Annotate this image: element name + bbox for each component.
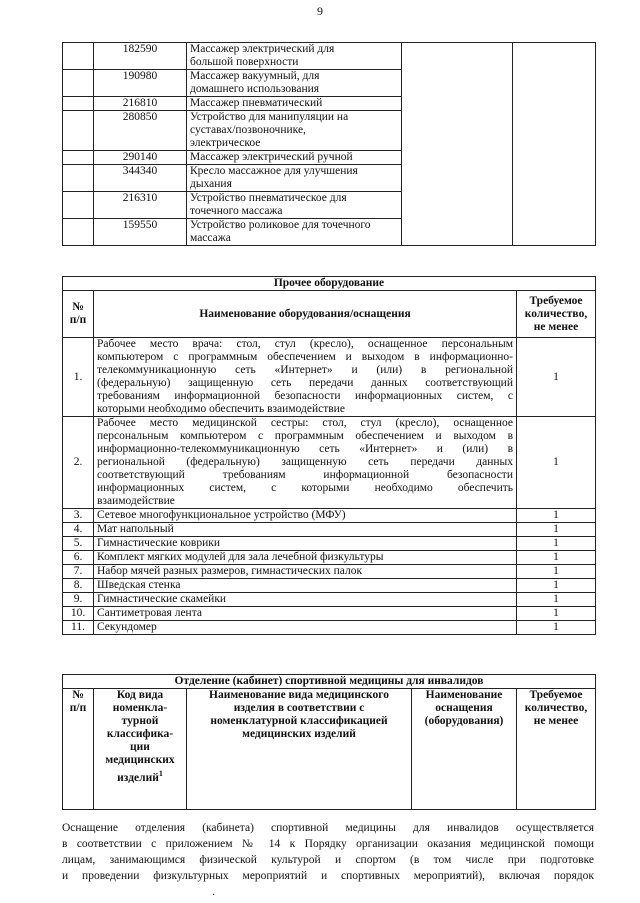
row-number: 8. — [63, 579, 94, 593]
device-name — [187, 70, 402, 97]
device-name-line: Кресло массажное для улучшения — [190, 165, 358, 177]
equipment-name — [94, 565, 517, 579]
row-number: 10. — [63, 607, 94, 621]
equipment-row — [63, 579, 596, 593]
equipment-name-line: Сантиметровая лента — [97, 607, 202, 619]
empty-cell — [63, 151, 94, 165]
empty-cell — [63, 111, 94, 151]
empty-cell — [402, 43, 513, 246]
equipment-name-line: требованиям информационной безопасности информационных систем, с — [97, 390, 513, 402]
footer-mark: · — [212, 890, 216, 901]
equipment-name-line: Мат напольный — [97, 523, 174, 535]
row-number: 11. — [63, 621, 94, 635]
equipment-row — [63, 593, 596, 607]
page-number: 9 — [317, 4, 323, 18]
device-name-line: дыхания — [190, 178, 232, 190]
equipment-row — [63, 338, 596, 417]
equipment-name — [94, 593, 517, 607]
required-quantity: 1 — [517, 537, 596, 551]
col-header-qty: Требуемое количество, не менее — [517, 291, 596, 338]
device-name-line: домашнего использования — [190, 83, 320, 95]
empty-cell — [63, 97, 94, 111]
device-table — [62, 42, 596, 246]
empty-cell — [63, 43, 94, 70]
equipment-row — [63, 565, 596, 579]
required-quantity: 1 — [517, 593, 596, 607]
empty-cell — [513, 43, 596, 246]
equipment-name — [94, 537, 517, 551]
device-code: 159550 — [94, 219, 187, 246]
device-code: 216310 — [94, 192, 187, 219]
required-quantity: 1 — [517, 607, 596, 621]
device-name-line: Массажер вакуумный, для — [190, 70, 320, 82]
device-name-line: Устройство для манипуляции на — [190, 111, 349, 123]
device-name-line: массажа — [190, 232, 231, 244]
equipment-name — [94, 551, 517, 565]
device-code: 190980 — [94, 70, 187, 97]
equipment-name-line: Сетевое многофункциональное устройство (МФУ) — [97, 509, 346, 521]
device-name-line: точечного массажа — [190, 205, 283, 217]
row-number: 6. — [63, 551, 94, 565]
required-quantity: 1 — [517, 621, 596, 635]
equipment-name-line: которыми необходимо обеспечить взаимодействие — [97, 403, 345, 415]
required-quantity: 1 — [517, 417, 596, 509]
col-header-name: Наименование оборудования/оснащения — [94, 291, 517, 338]
sport-header-code — [94, 689, 187, 810]
equipment-name — [94, 509, 517, 523]
row-number: 1. — [63, 338, 94, 417]
row-number: 7. — [63, 565, 94, 579]
note-line: и проведении физкультурных мероприятий и спортивных мероприятий), включая порядок — [62, 870, 594, 882]
equipment-name-line: Комплект мягких модулей для зала лечебной физкультуры — [97, 551, 384, 563]
device-code: 344340 — [94, 165, 187, 192]
equipment-name — [94, 579, 517, 593]
device-name-line: Массажер пневматический — [190, 97, 323, 109]
empty-cell — [63, 219, 94, 246]
equipment-name — [94, 417, 517, 509]
equipment-name-line: телекоммуникационную сеть «Интернет» и (или) в региональной — [97, 364, 513, 376]
sport-header-equip: Наименование оснащения (оборудования) — [412, 689, 517, 810]
footnote-marker: 1 — [158, 769, 163, 778]
note-line: в соответствии с приложением № 14 к Порядку организации оказания медицинской помощи — [62, 838, 594, 850]
equipment-name-line: Гимнастические скамейки — [97, 593, 227, 605]
section-title-sport: Отделение (кабинет) спортивной медицины для инвалидов — [63, 675, 596, 689]
row-number: 9. — [63, 593, 94, 607]
device-name-line: Массажер электрический для — [190, 43, 335, 55]
device-name-line: Устройство пневматическое для — [190, 192, 347, 204]
required-quantity: 1 — [517, 551, 596, 565]
equipment-name — [94, 607, 517, 621]
empty-cell — [63, 70, 94, 97]
device-name-line: Массажер электрический ручной — [190, 151, 353, 163]
sport-medicine-table — [62, 674, 596, 810]
equipment-row — [63, 607, 596, 621]
section-title-other: Прочее оборудование — [63, 277, 596, 291]
sport-header-qty: Требуемое количество, не менее — [517, 689, 596, 810]
sport-header-kind: Наименование вида медицинского изделия в соответствии с номенклатурной классификацией медицинских изделий — [187, 689, 412, 810]
equipment-name-line: информационных систем, с которыми необходимо обеспечить — [97, 482, 513, 494]
device-code: 290140 — [94, 151, 187, 165]
equipment-name-line: соответствующий требованиям информационной безопасности — [97, 469, 513, 481]
equipment-name-line: (федеральную) защищенную сеть передачи данных соответствующий — [97, 377, 513, 389]
col-header-num: № п/п — [63, 291, 94, 338]
device-name — [187, 111, 402, 151]
device-name-line: Устройство роликовое для точечного — [190, 219, 371, 231]
row-number: 5. — [63, 537, 94, 551]
device-code: 280850 — [94, 111, 187, 151]
device-name — [187, 151, 402, 165]
equipment-row — [63, 417, 596, 509]
required-quantity: 1 — [517, 509, 596, 523]
equipment-row — [63, 523, 596, 537]
device-name — [187, 165, 402, 192]
device-name-line: большой поверхности — [190, 56, 299, 68]
equipment-name-line: Шведская стенка — [97, 579, 181, 591]
equipment-name-line: Набор мячей разных размеров, гимнастических палок — [97, 565, 363, 577]
required-quantity: 1 — [517, 523, 596, 537]
equipment-name-line: информационно-телекоммуникационную сеть «Интернет» и (или) в — [97, 443, 513, 455]
equipment-name-line: Секундомер — [97, 621, 157, 633]
equipment-name-line: взаимодействие — [97, 495, 175, 507]
device-name-line: суставах/позвоночнике, — [190, 124, 306, 136]
sport-header-num: № п/п — [63, 689, 94, 810]
required-quantity: 1 — [517, 579, 596, 593]
device-row — [63, 43, 596, 70]
device-name — [187, 97, 402, 111]
equipment-name-line: региональной (федеральную) защищенную сеть передачи данных — [97, 456, 513, 468]
note-line: лицам, занимающимся физической культурой и спортом (в том числе при подготовке — [62, 854, 594, 866]
device-code: 182590 — [94, 43, 187, 70]
other-equipment-table — [62, 276, 596, 635]
device-name — [187, 192, 402, 219]
equipment-row — [63, 621, 596, 635]
empty-cell — [63, 165, 94, 192]
row-number: 3. — [63, 509, 94, 523]
device-code: 216810 — [94, 97, 187, 111]
equipment-name — [94, 523, 517, 537]
empty-cell — [63, 192, 94, 219]
sport-header-code-text: Код вида номенкла- турной классифика- ции медицинских изделий — [105, 689, 175, 784]
row-number: 4. — [63, 523, 94, 537]
equipment-name-line: компьютером с программным обеспечением и выходом в информационно- — [97, 351, 513, 363]
equipment-name — [94, 338, 517, 417]
note-line: Оснащение отделения (кабинета) спортивной медицины для инвалидов осуществляется — [62, 822, 594, 834]
equipment-row — [63, 537, 596, 551]
equipment-row — [63, 551, 596, 565]
device-name — [187, 219, 402, 246]
required-quantity: 1 — [517, 338, 596, 417]
equipment-row — [63, 509, 596, 523]
sport-medicine-note — [62, 820, 594, 884]
required-quantity: 1 — [517, 565, 596, 579]
equipment-name-line: Рабочее место медицинской сестры: стол, стул (кресло), оснащенное — [97, 417, 513, 429]
equipment-name-line: Гимнастические коврики — [97, 537, 221, 549]
equipment-name-line: Рабочее место врача: стол, стул (кресло), оснащенное персональным — [97, 338, 513, 350]
row-number: 2. — [63, 417, 94, 509]
equipment-name-line: персональным компьютером с программным обеспечением и выходом в — [97, 430, 513, 442]
device-name — [187, 43, 402, 70]
equipment-name — [94, 621, 517, 635]
device-name-line: электрическое — [190, 137, 261, 149]
